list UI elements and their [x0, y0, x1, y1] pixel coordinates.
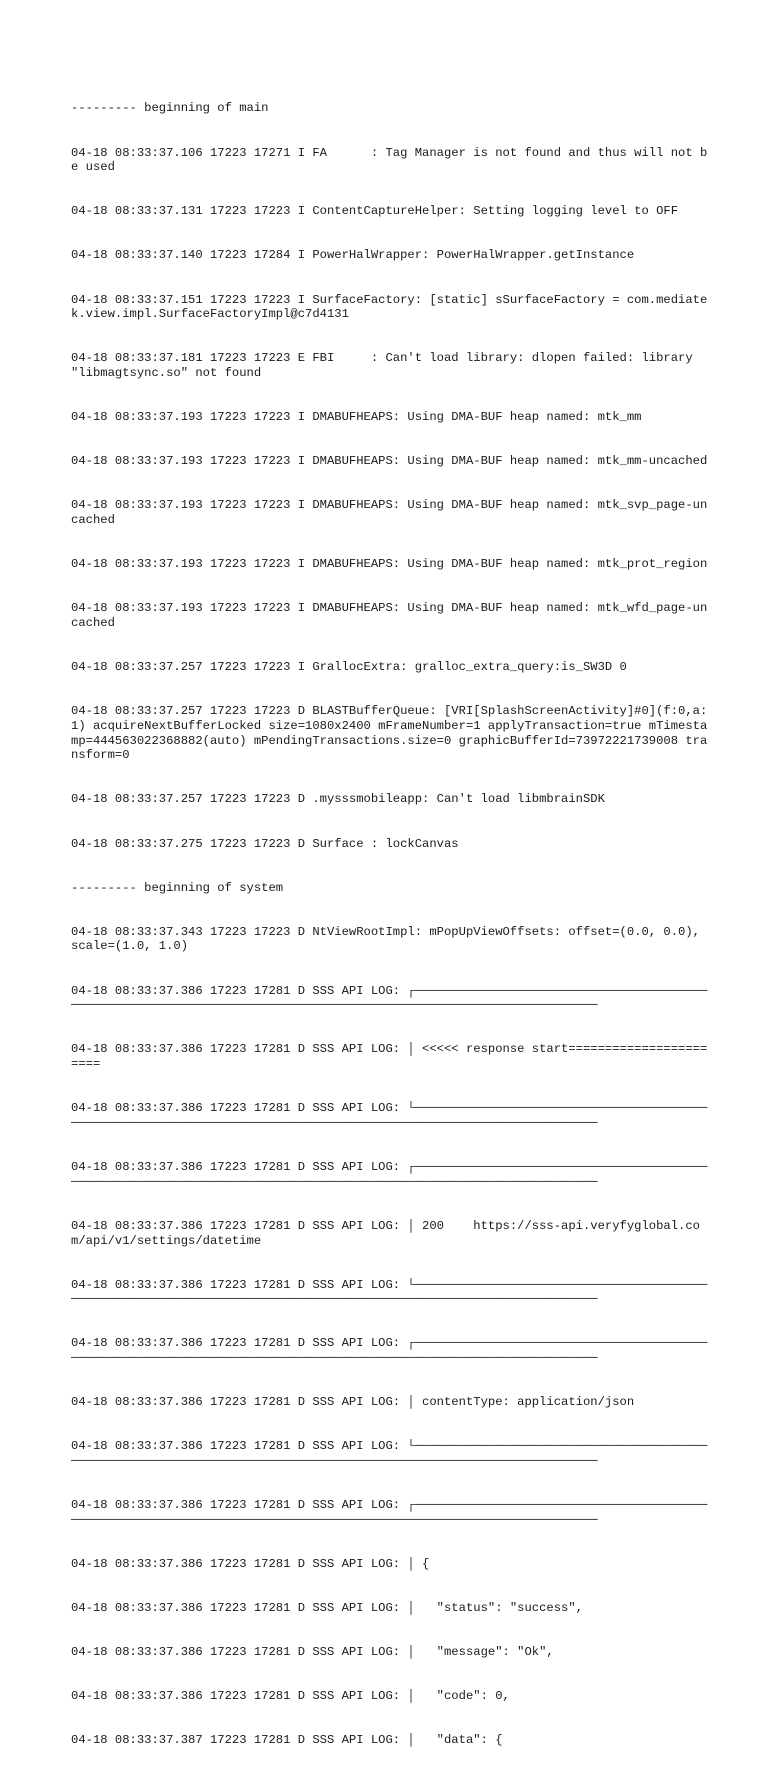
log-line: 04-18 08:33:37.386 17223 17281 D SSS API LOG: │ "status": "success", — [71, 1601, 583, 1616]
log-line: 04-18 08:33:37.387 17223 17281 D SSS API LOG: │ "data": { — [71, 1733, 503, 1748]
log-line: 04-18 08:33:37.193 17223 17223 I DMABUFHEAPS: Using DMA-BUF heap named: mtk_mm — [71, 410, 642, 425]
log-line: 04-18 08:33:37.386 17223 17281 D SSS API LOG: ┌──────────────────────────────────────────────────────────────────────────────────────────────────────────────── — [71, 1160, 708, 1189]
log-line: 04-18 08:33:37.193 17223 17223 I DMABUFHEAPS: Using DMA-BUF heap named: mtk_wfd_page-uncached — [71, 601, 708, 631]
log-line: 04-18 08:33:37.181 17223 17223 E FBI : Can't load library: dlopen failed: library "libmagtsync.so" not found — [71, 351, 700, 381]
log-line: 04-18 08:33:37.386 17223 17281 D SSS API LOG: └──────────────────────────────────────────────────────────────────────────────────────────────────────────────── — [71, 1439, 708, 1469]
log-line: 04-18 08:33:37.386 17223 17281 D SSS API LOG: │ "code": 0, — [71, 1689, 510, 1704]
log-line: 04-18 08:33:37.257 17223 17223 D .mysssmobileapp: Can't load libmbrainSDK — [71, 792, 605, 807]
log-line: --------- beginning of system — [71, 880, 284, 895]
log-line: 04-18 08:33:37.193 17223 17223 I DMABUFHEAPS: Using DMA-BUF heap named: mtk_mm-uncached — [71, 454, 708, 469]
log-line: 04-18 08:33:37.257 17223 17223 D BLASTBufferQueue: [VRI[SplashScreenActivity]#0](f:0,a:1) acquireNextBufferLocked size=1080x2400 mFrameNumber=1 applyTransaction=true mTimestamp=444563022368882(auto) mPendingTransactions.size=0 graphicBufferId=73972221739008 transform=0 — [71, 704, 708, 763]
log-line: 04-18 08:33:37.386 17223 17281 D SSS API LOG: │ <<<<< response start======================= — [71, 1042, 708, 1072]
log-line: 04-18 08:33:37.386 17223 17281 D SSS API LOG: │ { — [71, 1557, 430, 1572]
log-line: 04-18 08:33:37.257 17223 17223 I GrallocExtra: gralloc_extra_query:is_SW3D 0 — [71, 660, 627, 675]
log-line: 04-18 08:33:37.275 17223 17223 D Surface : lockCanvas — [71, 836, 459, 851]
log-line: 04-18 08:33:37.386 17223 17281 D SSS API LOG: └──────────────────────────────────────────────────────────────────────────────────────────────────────────────── — [71, 1277, 708, 1307]
log-output — [71, 72, 711, 1778]
log-line: 04-18 08:33:37.386 17223 17281 D SSS API LOG: │ 200 https://sss-api.veryfyglobal.com/api/v1/settings/datetime — [71, 1218, 700, 1248]
log-line: 04-18 08:33:37.386 17223 17281 D SSS API LOG: │ "message": "Ok", — [71, 1645, 554, 1660]
log-line: 04-18 08:33:37.386 17223 17281 D SSS API LOG: │ contentType: application/json — [71, 1395, 635, 1410]
log-line: 04-18 08:33:37.140 17223 17284 I PowerHalWrapper: PowerHalWrapper.getInstance — [71, 248, 635, 263]
log-line: 04-18 08:33:37.193 17223 17223 I DMABUFHEAPS: Using DMA-BUF heap named: mtk_prot_region — [71, 557, 708, 572]
log-line: --------- beginning of main — [71, 101, 269, 116]
log-line: 04-18 08:33:37.343 17223 17223 D NtViewRootImpl: mPopUpViewOffsets: offset=(0.0, 0.0), scale=(1.0, 1.0) — [71, 924, 708, 954]
log-line: 04-18 08:33:37.386 17223 17281 D SSS API LOG: └──────────────────────────────────────────────────────────────────────────────────────────────────────────────── — [71, 1101, 708, 1130]
log-line: 04-18 08:33:37.386 17223 17281 D SSS API LOG: ┌──────────────────────────────────────────────────────────────────────────────────────────────────────────────── — [71, 1336, 708, 1366]
log-line: 04-18 08:33:37.193 17223 17223 I DMABUFHEAPS: Using DMA-BUF heap named: mtk_svp_page-uncached — [71, 498, 708, 528]
log-line: 04-18 08:33:37.106 17223 17271 I FA : Tag Manager is not found and thus will not be used — [71, 145, 708, 175]
log-line: 04-18 08:33:37.151 17223 17223 I SurfaceFactory: [static] sSurfaceFactory = com.mediatek.view.impl.SurfaceFactoryImpl@c7d4131 — [71, 292, 708, 322]
log-line: 04-18 08:33:37.386 17223 17281 D SSS API LOG: ┌──────────────────────────────────────────────────────────────────────────────────────────────────────────────── — [71, 1498, 708, 1527]
log-line: 04-18 08:33:37.386 17223 17281 D SSS API LOG: ┌──────────────────────────────────────────────────────────────────────────────────────────────────────────────── — [71, 983, 708, 1013]
log-line: 04-18 08:33:37.131 17223 17223 I ContentCaptureHelper: Setting logging level to OFF — [71, 204, 679, 219]
